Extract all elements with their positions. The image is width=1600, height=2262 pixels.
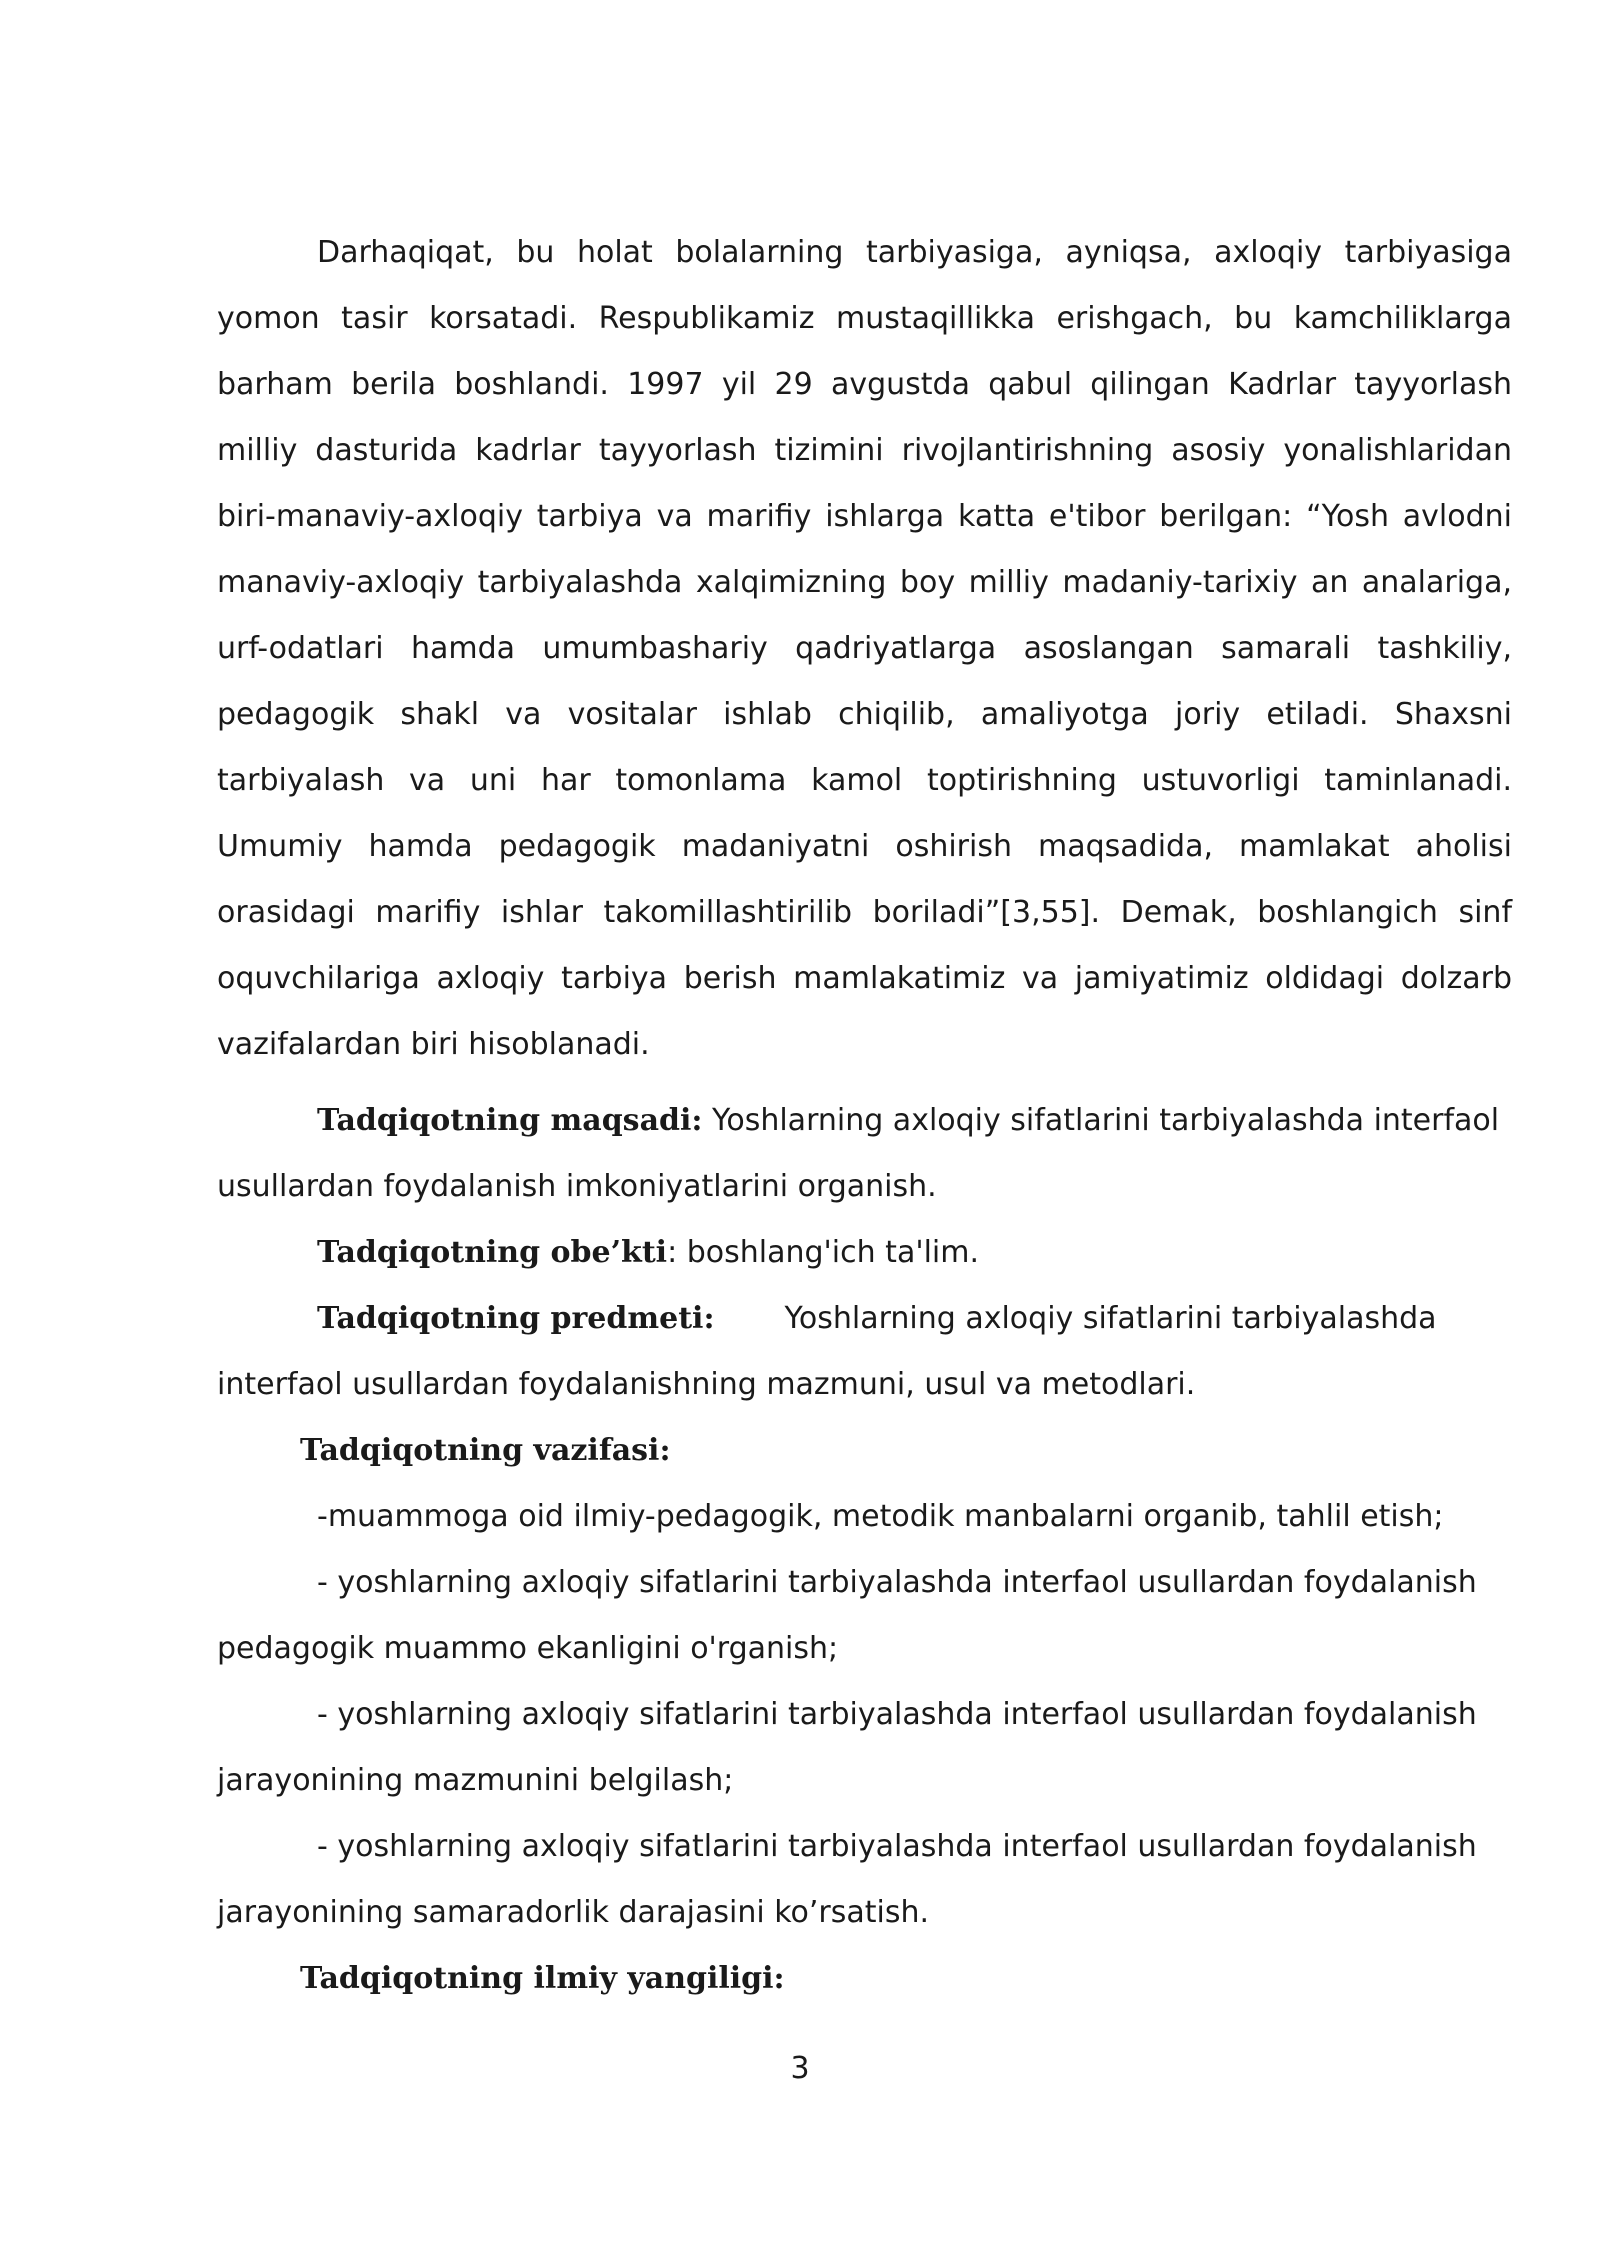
task-item: - yoshlarning axloqiy sifatlarini tarbiyalashda interfaol usullardan foydalanish jarayonining mazmunini belgilash; — [217, 1697, 1477, 1798]
research-goal-text: Yoshlarning axloqiy sifatlarini tarbiyalashda interfaol usullardan foydalanish imkoniyatlarini organish. — [217, 1103, 1500, 1204]
page-number: 3 — [790, 2051, 810, 2086]
research-subject-label: Tadqiqotning predmeti: — [317, 1301, 715, 1336]
research-object-label: Tadqiqotning obe’kti — [317, 1235, 668, 1270]
research-goal-paragraph — [217, 1088, 1512, 1220]
research-subject-text: Yoshlarning axloqiy sifatlarini tarbiyalashda interfaol usullardan foydalanishning mazmuni, usul va metodlari. — [217, 1301, 1437, 1402]
research-goal-label: Tadqiqotning maqsadi: — [317, 1103, 703, 1138]
task-item: -muammoga oid ilmiy-pedagogik, metodik manbalarni organib, tahlil etish; — [317, 1499, 1444, 1534]
task-item: - yoshlarning axloqiy sifatlarini tarbiyalashda interfaol usullardan foydalanish jarayonining samaradorlik darajasini ko’rsatish. — [217, 1829, 1477, 1930]
intro-paragraph: Darhaqiqat, bu holat bolalarning tarbiyasiga, ayniqsa, axloqiy tarbiyasiga yomon tasir korsatadi. Respublikamiz mustaqillikka erishgach, bu kamchiliklarga barham berila boshlandi. 1997 yil 29 avgustda qabul qilingan Kadrlar tayyorlash milliy dasturida kadrlar tayyorlash tizimini rivojlantirishning asosiy yonalishlaridan biri-manaviy-axloqiy tarbiya va marifiy ishlarga katta e'tibor berilgan: “Yosh avlodni manaviy-axloqiy tarbiyalashda xalqimizning boy milliy madaniy-tarixiy an analariga, urf-odatlari hamda umumbashariy qadriyatlarga asoslangan samarali tashkiliy, pedagogik shakl va vositalar ishlab chiqilib, amaliyotga joriy etiladi. Shaxsni tarbiyalash va uni har tomonlama kamol toptirishning ustuvorligi taminlanadi. Umumiy hamda pedagogik madaniyatni oshirish maqsadida, mamlakat aholisi orasidagi marifiy ishlar takomillashtirilib boriladi”[3,55]. Demak, boshlangich sinf oquvchilariga axloqiy tarbiya berish mamlakatimiz va jamiyatimiz oldidagi dolzarb vazifalardan biri hisoblanadi. — [217, 235, 1512, 1062]
research-novelty-heading: Tadqiqotning ilmiy yangiligi: — [300, 1961, 785, 1996]
research-object-paragraph — [217, 1220, 1512, 1286]
task-item: - yoshlarning axloqiy sifatlarini tarbiyalashda interfaol usullardan foydalanish pedagogik muammo ekanligini o'rganish; — [217, 1565, 1477, 1666]
research-object-text: : boshlang'ich ta'lim. — [667, 1235, 980, 1270]
research-tasks-heading: Tadqiqotning vazifasi: — [300, 1433, 671, 1468]
research-subject-paragraph — [217, 1286, 1512, 1418]
